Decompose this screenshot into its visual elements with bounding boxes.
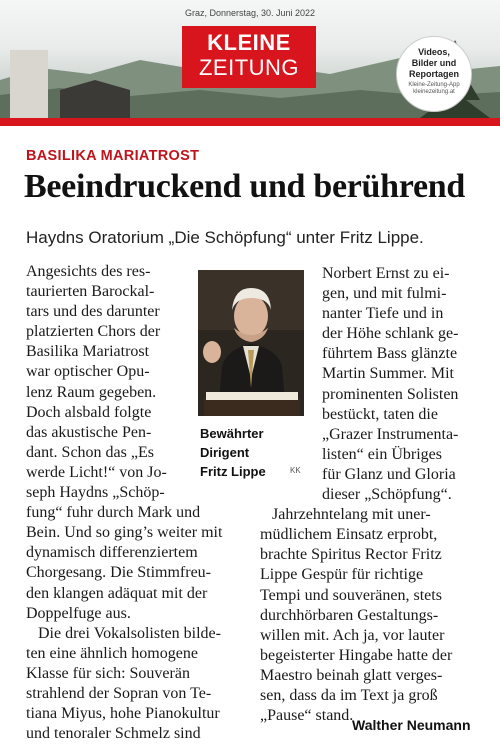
app-promo-badge	[396, 36, 472, 112]
conductor-photo	[198, 270, 304, 416]
dateline: Graz, Donnerstag, 30. Juni 2022	[184, 8, 316, 18]
article-column-1	[26, 262, 222, 744]
badge-line-1: Videos,	[418, 47, 450, 57]
text-line: Die drei Vokalsolisten bilde-	[38, 624, 221, 642]
text-line: seph Haydns „Schöp-	[26, 484, 165, 502]
article-kicker: BASILIKA MARIATROST	[26, 148, 200, 164]
text-line: den klangen adäquat mit der	[26, 584, 208, 602]
text-line: Norbert Ernst zu ei-	[322, 265, 450, 282]
text-line: tiana Miyus, hohe Pianokultur	[26, 705, 220, 723]
text-line: Martin Summer. Mit	[322, 365, 454, 383]
masthead-divider	[0, 118, 500, 126]
text-line: Tempi und souveränen, stets	[260, 586, 442, 604]
text-line: ten eine ähnlich homogene	[26, 644, 198, 662]
text-line: sen, dass da im Text ja groß	[260, 686, 438, 704]
article-headline: Beeindruckend und berührend	[24, 168, 465, 205]
text-line: tars und des darunter	[26, 303, 160, 321]
text-line: Lippe Gespür für richtige	[260, 566, 424, 584]
caption-line: Dirigent	[200, 445, 250, 460]
text-line: taurierten Barockal-	[26, 283, 155, 301]
badge-line-3: Reportagen	[408, 69, 459, 79]
text-line: strahlend der Sopran von Te-	[26, 684, 212, 702]
text-line: willen mit. Ach ja, vor lauter	[260, 626, 445, 644]
badge-line-4: Kleine-Zeitung-App	[408, 82, 460, 88]
text-line: platzierten Chors der	[26, 323, 161, 341]
text-line: „Pause“ stand.	[260, 707, 354, 725]
text-line: gen, und mit fulmi-	[322, 285, 447, 303]
text-line: war optischer Opu-	[26, 363, 150, 381]
conductor-illustration	[198, 270, 304, 416]
text-line: und tenoraler Schmelz sind	[26, 725, 201, 743]
text-line: prominenten Solisten	[322, 385, 459, 403]
text-line: dynamisch differenziertem	[26, 544, 198, 562]
text-line: lenz Raum gegeben.	[26, 383, 157, 401]
masthead	[0, 0, 500, 118]
caption-line: Bewährter	[200, 426, 264, 441]
text-line: Doch alsbald folgte	[26, 403, 152, 421]
text-line: bestückt, taten die	[322, 405, 438, 423]
text-line: nanter Tiefe und in	[322, 305, 444, 323]
text-line: das akustische Pen-	[26, 423, 152, 441]
caption-line: Fritz Lippe	[200, 464, 266, 479]
text-line: werde Licht!“ von Jo-	[26, 463, 167, 481]
text-line: listen“ ein Übriges	[322, 445, 442, 463]
text-line: für Glanz und Gloria	[322, 465, 456, 483]
text-line: führtem Bass glänzte	[322, 345, 458, 363]
logo-line-2: ZEITUNG	[198, 55, 300, 80]
photo-caption	[200, 424, 266, 481]
photo-credit: KK	[290, 466, 301, 475]
newspaper-logo	[182, 26, 316, 88]
text-line: begeisterter Hingabe hatte der	[260, 646, 453, 664]
text-line: dant. Schon das „Es	[26, 443, 154, 461]
text-line: durchhörbaren Gestaltungs-	[260, 606, 439, 624]
text-line: Chorgesang. Die Stimmfreu-	[26, 564, 212, 582]
text-line: fung“ fuhr durch Mark und	[26, 504, 201, 522]
logo-line-1: KLEINE	[207, 30, 291, 55]
text-line: der Höhe schlank ge-	[322, 325, 459, 343]
badge-line-2: Bilder und	[411, 58, 457, 68]
article-author: Walther Neumann	[352, 717, 471, 733]
text-line: Klasse für sich: Souverän	[26, 664, 190, 682]
text-line: Angesichts des res-	[26, 263, 151, 280]
text-line: Bein. Und so ging’s weiter mit	[26, 524, 223, 542]
text-line: „Grazer Instrumenta-	[322, 425, 459, 443]
text-line: Doppelfuge aus.	[26, 604, 131, 622]
text-line: Jahrzehntelang mit uner-	[272, 506, 431, 524]
text-line: Maestro beinah glatt verges-	[260, 666, 443, 684]
text-line: müdlichem Einsatz erprobt,	[260, 526, 438, 544]
text-line: brachte Spiritus Rector Fritz	[260, 546, 442, 564]
badge-line-5: kleinezeitung.at	[413, 89, 455, 95]
article-subheadline: Haydns Oratorium „Die Schöpfung“ unter Fritz Lippe.	[26, 228, 424, 247]
text-line: dieser „Schöpfung“.	[322, 486, 452, 504]
text-line: Basilika Mariatrost	[26, 343, 150, 361]
